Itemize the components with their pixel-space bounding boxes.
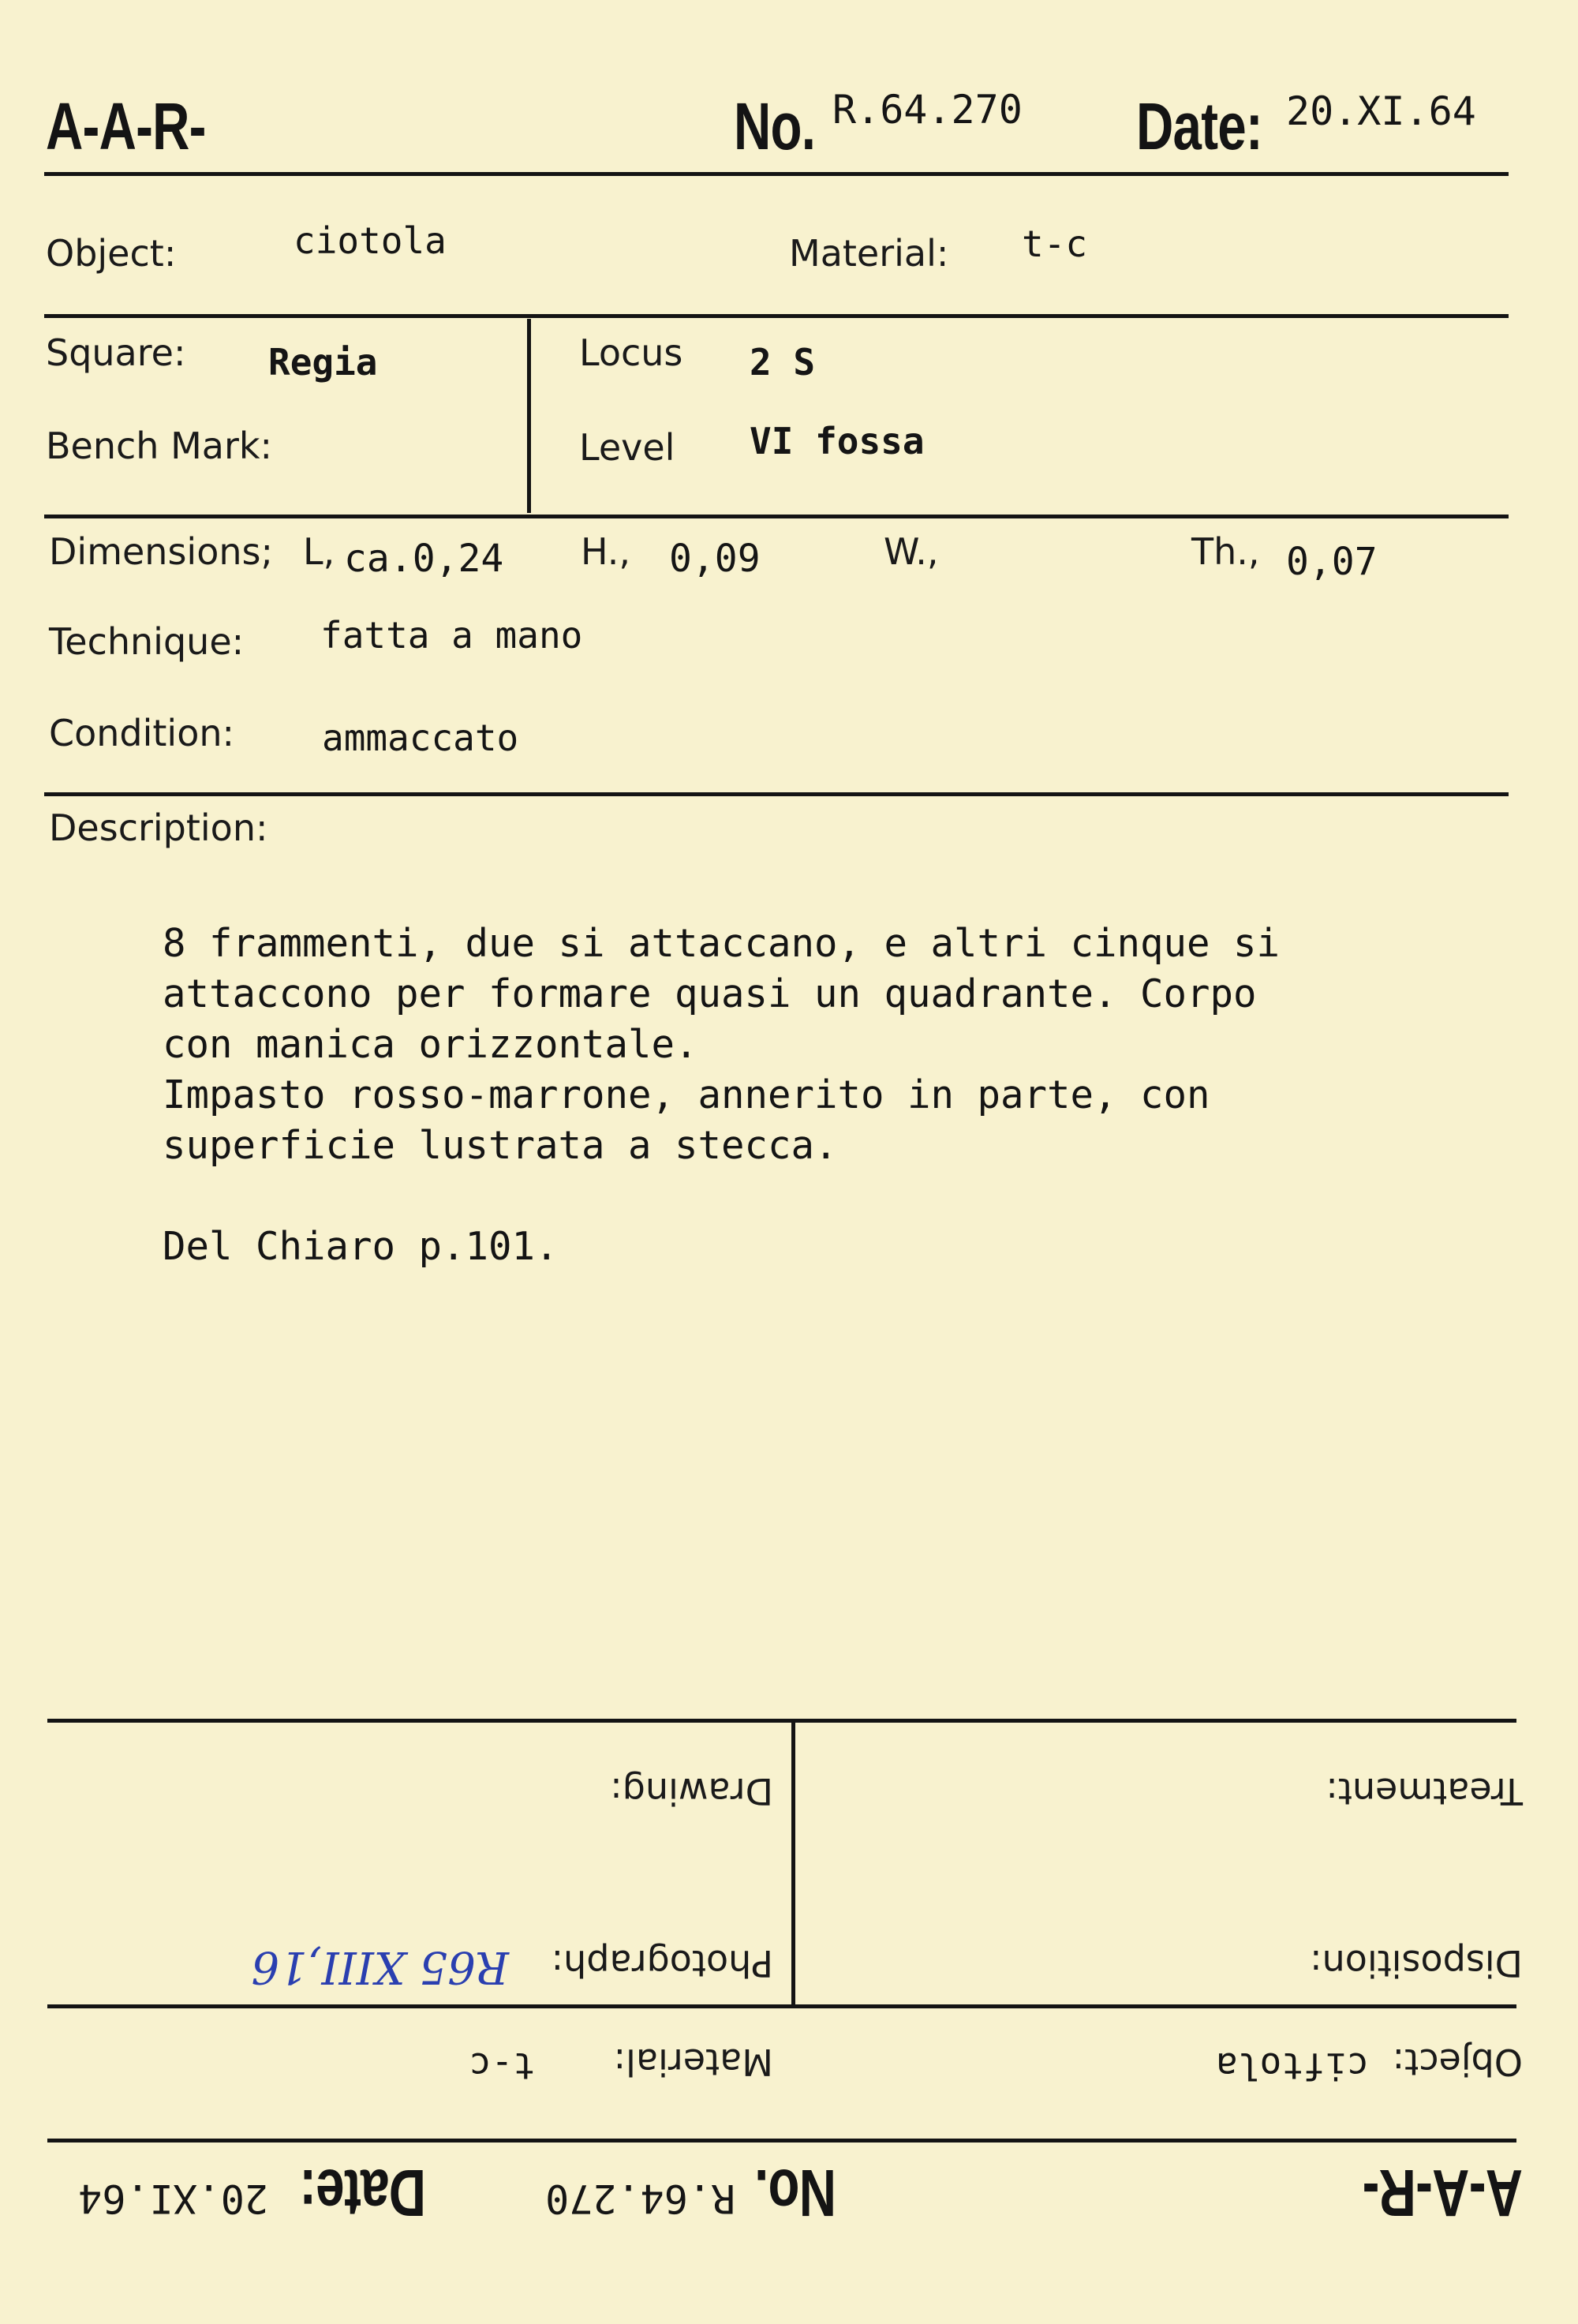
header-rule [44,172,1509,176]
footer-object-rule [47,2004,1516,2008]
description-body [163,919,1280,1272]
footer-object-label: Object: [1392,2041,1523,2083]
description-reference: Del Chiaro p.101. [163,1224,559,1269]
object-rule [44,314,1509,318]
dim-width-label: W., [884,530,939,573]
square-label: Square: [46,331,186,374]
footer-divider [791,1721,795,2007]
footer-material-value: t-c [469,2045,535,2087]
dim-length-label: L, [303,530,335,573]
locus-rule [44,515,1509,518]
org-title: A-A-R- [46,89,206,163]
square-value: Regia [268,341,378,384]
description-line: attaccono per formare quasi un quadrante. Corpo [163,971,1257,1016]
photograph-label: Photograph: [551,1942,773,1985]
footer-top-rule [47,1719,1516,1723]
technique-value: fatta a mano [320,614,583,657]
footer-date-label: Date: [300,2156,426,2230]
material-value: t-c [1022,223,1088,265]
description-line: Impasto rosso-marrone, annerito in parte, con [163,1072,1210,1117]
disposition-label: Disposition: [1310,1942,1523,1985]
dim-thickness-value: 0,07 [1286,540,1378,584]
footer-org-title: A-A-R- [1363,2156,1523,2230]
treatment-label: Treatment: [1326,1770,1523,1813]
object-value: ciotola [294,219,447,262]
level-label: Level [579,426,675,469]
footer-header-rule [47,2139,1516,2142]
locus-value: 2 S [750,341,816,384]
footer-object-value: ciftola [1216,2045,1369,2087]
condition-label: Condition: [49,712,235,754]
footer-material-label: Material: [613,2041,773,2083]
number-value: R.64.270 [832,87,1023,133]
date-value: 20.XI.64 [1286,88,1476,134]
description-label: Description: [49,806,268,849]
date-label: Date: [1136,89,1262,163]
dim-thickness-label: Th., [1191,530,1260,573]
square-divider [527,319,531,513]
number-label: No. [734,89,816,163]
description-line: con manica orizzontale. [163,1022,698,1067]
technique-label: Technique: [49,620,245,663]
drawing-label: Drawing: [610,1770,773,1813]
locus-label: Locus [579,331,683,374]
inverted-footer [0,1649,1578,2324]
object-label: Object: [46,232,177,275]
photograph-value: R65 XIII,16 [251,1941,509,1993]
dim-height-label: H., [581,530,631,573]
dim-length-value: ca.0,24 [344,537,504,581]
description-line: 8 frammenti, due si attaccano, e altri cinque si [163,921,1281,966]
condition-value: ammaccato [322,717,519,759]
dimensions-label: Dimensions; [49,530,273,573]
description-line: superficie lustrata a stecca. [163,1123,838,1168]
dim-height-value: 0,09 [669,537,761,581]
footer-date-value: 20.XI.64 [78,2176,268,2221]
condition-rule [44,792,1509,796]
level-value: VI fossa [750,420,925,462]
material-label: Material: [789,232,949,275]
bench-mark-label: Bench Mark: [46,425,273,467]
footer-number-label: No. [754,2156,836,2230]
footer-number-value: R.64.270 [545,2176,735,2221]
